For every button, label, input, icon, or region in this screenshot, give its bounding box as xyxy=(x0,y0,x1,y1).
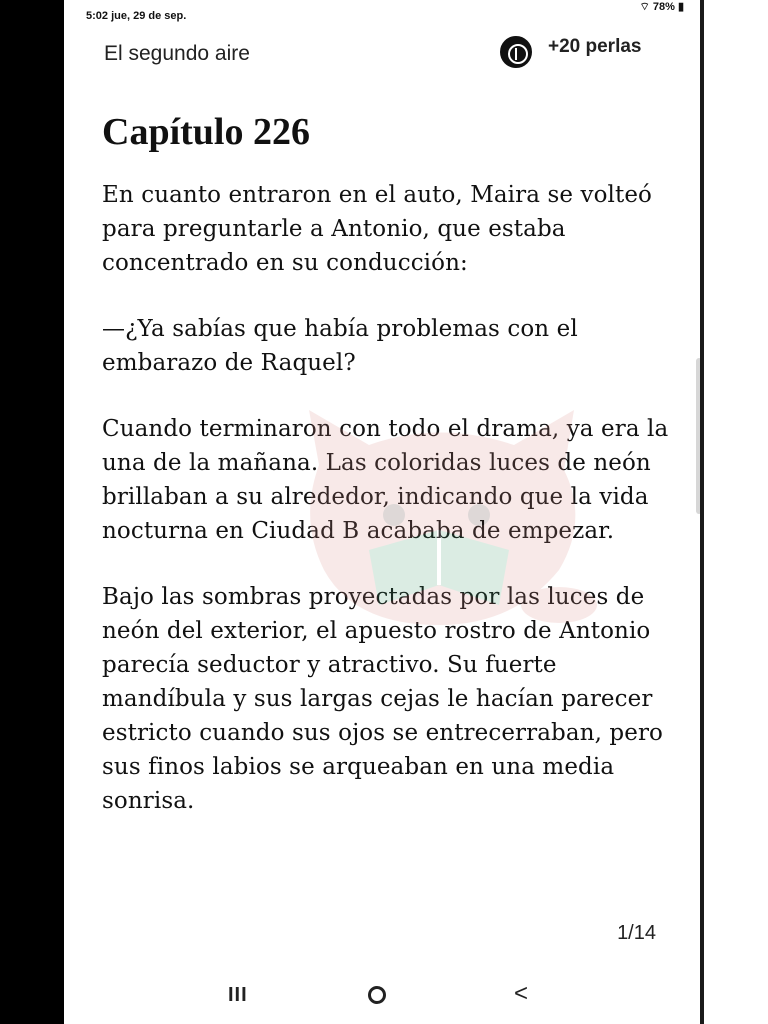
recents-icon[interactable]: III xyxy=(228,984,248,1006)
status-time xyxy=(86,10,186,22)
battery-level: 78% xyxy=(652,1,675,13)
status-date: jue, 29 de sep. xyxy=(111,10,187,22)
reader-screen xyxy=(64,0,704,1024)
paragraph-2: —¿Ya sabías que había problemas con el embarazo de Raquel? xyxy=(102,316,578,376)
paragraph-1: En cuanto entraron en el auto, Maira se volteó para preguntarle a Antonio, que estaba concentrado en su conducción: xyxy=(102,182,652,276)
home-icon[interactable] xyxy=(368,986,386,1004)
status-clock: 5:02 xyxy=(86,10,109,22)
app-bar xyxy=(64,30,704,74)
battery-icon: ▮ xyxy=(677,1,684,13)
device-frame-edge xyxy=(704,0,768,1024)
paragraph-4: Bajo las sombras proyectadas por las luces de neón del exterior, el apuesto rostro de Antonio parecía seductor y atractivo. Su fuerte mandíbula y sus largas cejas le hacían parecer estricto cuando sus ojos se entrecerraban, pero sus finos labios se arqueaban en una media sonrisa. xyxy=(102,584,664,814)
book-title: El segundo aire xyxy=(104,42,250,65)
status-bar xyxy=(64,0,704,28)
paragraph-3: Cuando terminaron con todo el drama, ya era la una de la mañana. Las coloridas luces de neón brillaban a su alrededor, indicando que la vida nocturna en Ciudad B acababa de empezar. xyxy=(102,416,669,544)
pearl-icon[interactable] xyxy=(500,36,532,68)
battery-indicator xyxy=(639,0,684,14)
wifi-icon: ⌔ xyxy=(639,1,650,13)
chapter-title: Capítulo 226 xyxy=(102,111,310,153)
android-navigation-bar xyxy=(64,972,704,1024)
page-indicator: 1/14 xyxy=(617,922,656,944)
back-icon[interactable]: < xyxy=(514,980,529,1007)
pearl-reward-button[interactable]: +20 perlas xyxy=(548,36,642,57)
chapter-content[interactable] xyxy=(102,110,672,850)
